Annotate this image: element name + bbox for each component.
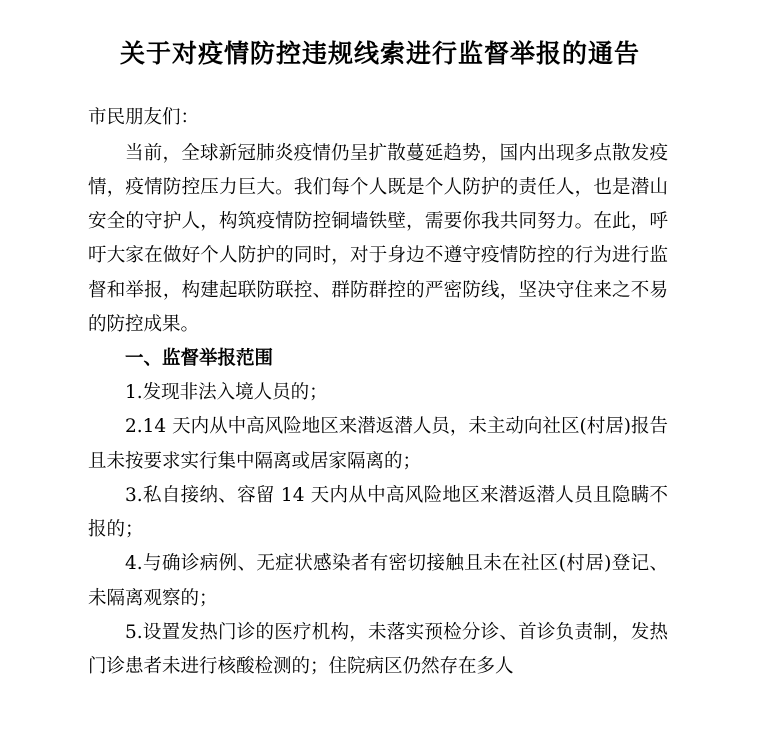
list-item: 5.设置发热门诊的医疗机构，未落实预检分诊、首诊负责制，发热门诊患者未进行核酸检测的；住院病区仍然存在多人	[88, 621, 668, 677]
page-title: 关于对疫情防控违规线索进行监督举报的通告	[119, 39, 640, 68]
document-body	[88, 101, 668, 685]
intro-paragraph: 当前，全球新冠肺炎疫情仍呈扩散蔓延趋势，国内出现多点散发疫情，疫情防控压力巨大。我们每个人既是个人防护的责任人，也是潜山安全的守护人，构筑疫情防控铜墙铁壁，需要你我共同努力。在此，呼吁大家在做好个人防护的同时，对于身边不遵守疫情防控的行为进行监督和举报，构建起联防联控、群防群控的严密防线，坚决守住来之不易的防控成果。	[88, 142, 668, 335]
list-item: 2.14 天内从中高风险地区来潜返潜人员，未主动向社区(村居)报告且未按要求实行集中隔离或居家隔离的；	[88, 416, 668, 472]
document-page	[0, 38, 760, 737]
list-item: 3.私自接纳、容留 14 天内从中高风险地区来潜返潜人员且隐瞒不报的；	[88, 484, 668, 541]
section-heading-scope: 一、监督举报范围	[125, 348, 274, 370]
salutation: 市民朋友们：	[88, 106, 200, 128]
list-item: 1.发现非法入境人员的；	[125, 382, 328, 404]
list-item: 4.与确诊病例、无症状感染者有密切接触且未在社区(村居)登记、未隔离观察的；	[88, 553, 668, 609]
